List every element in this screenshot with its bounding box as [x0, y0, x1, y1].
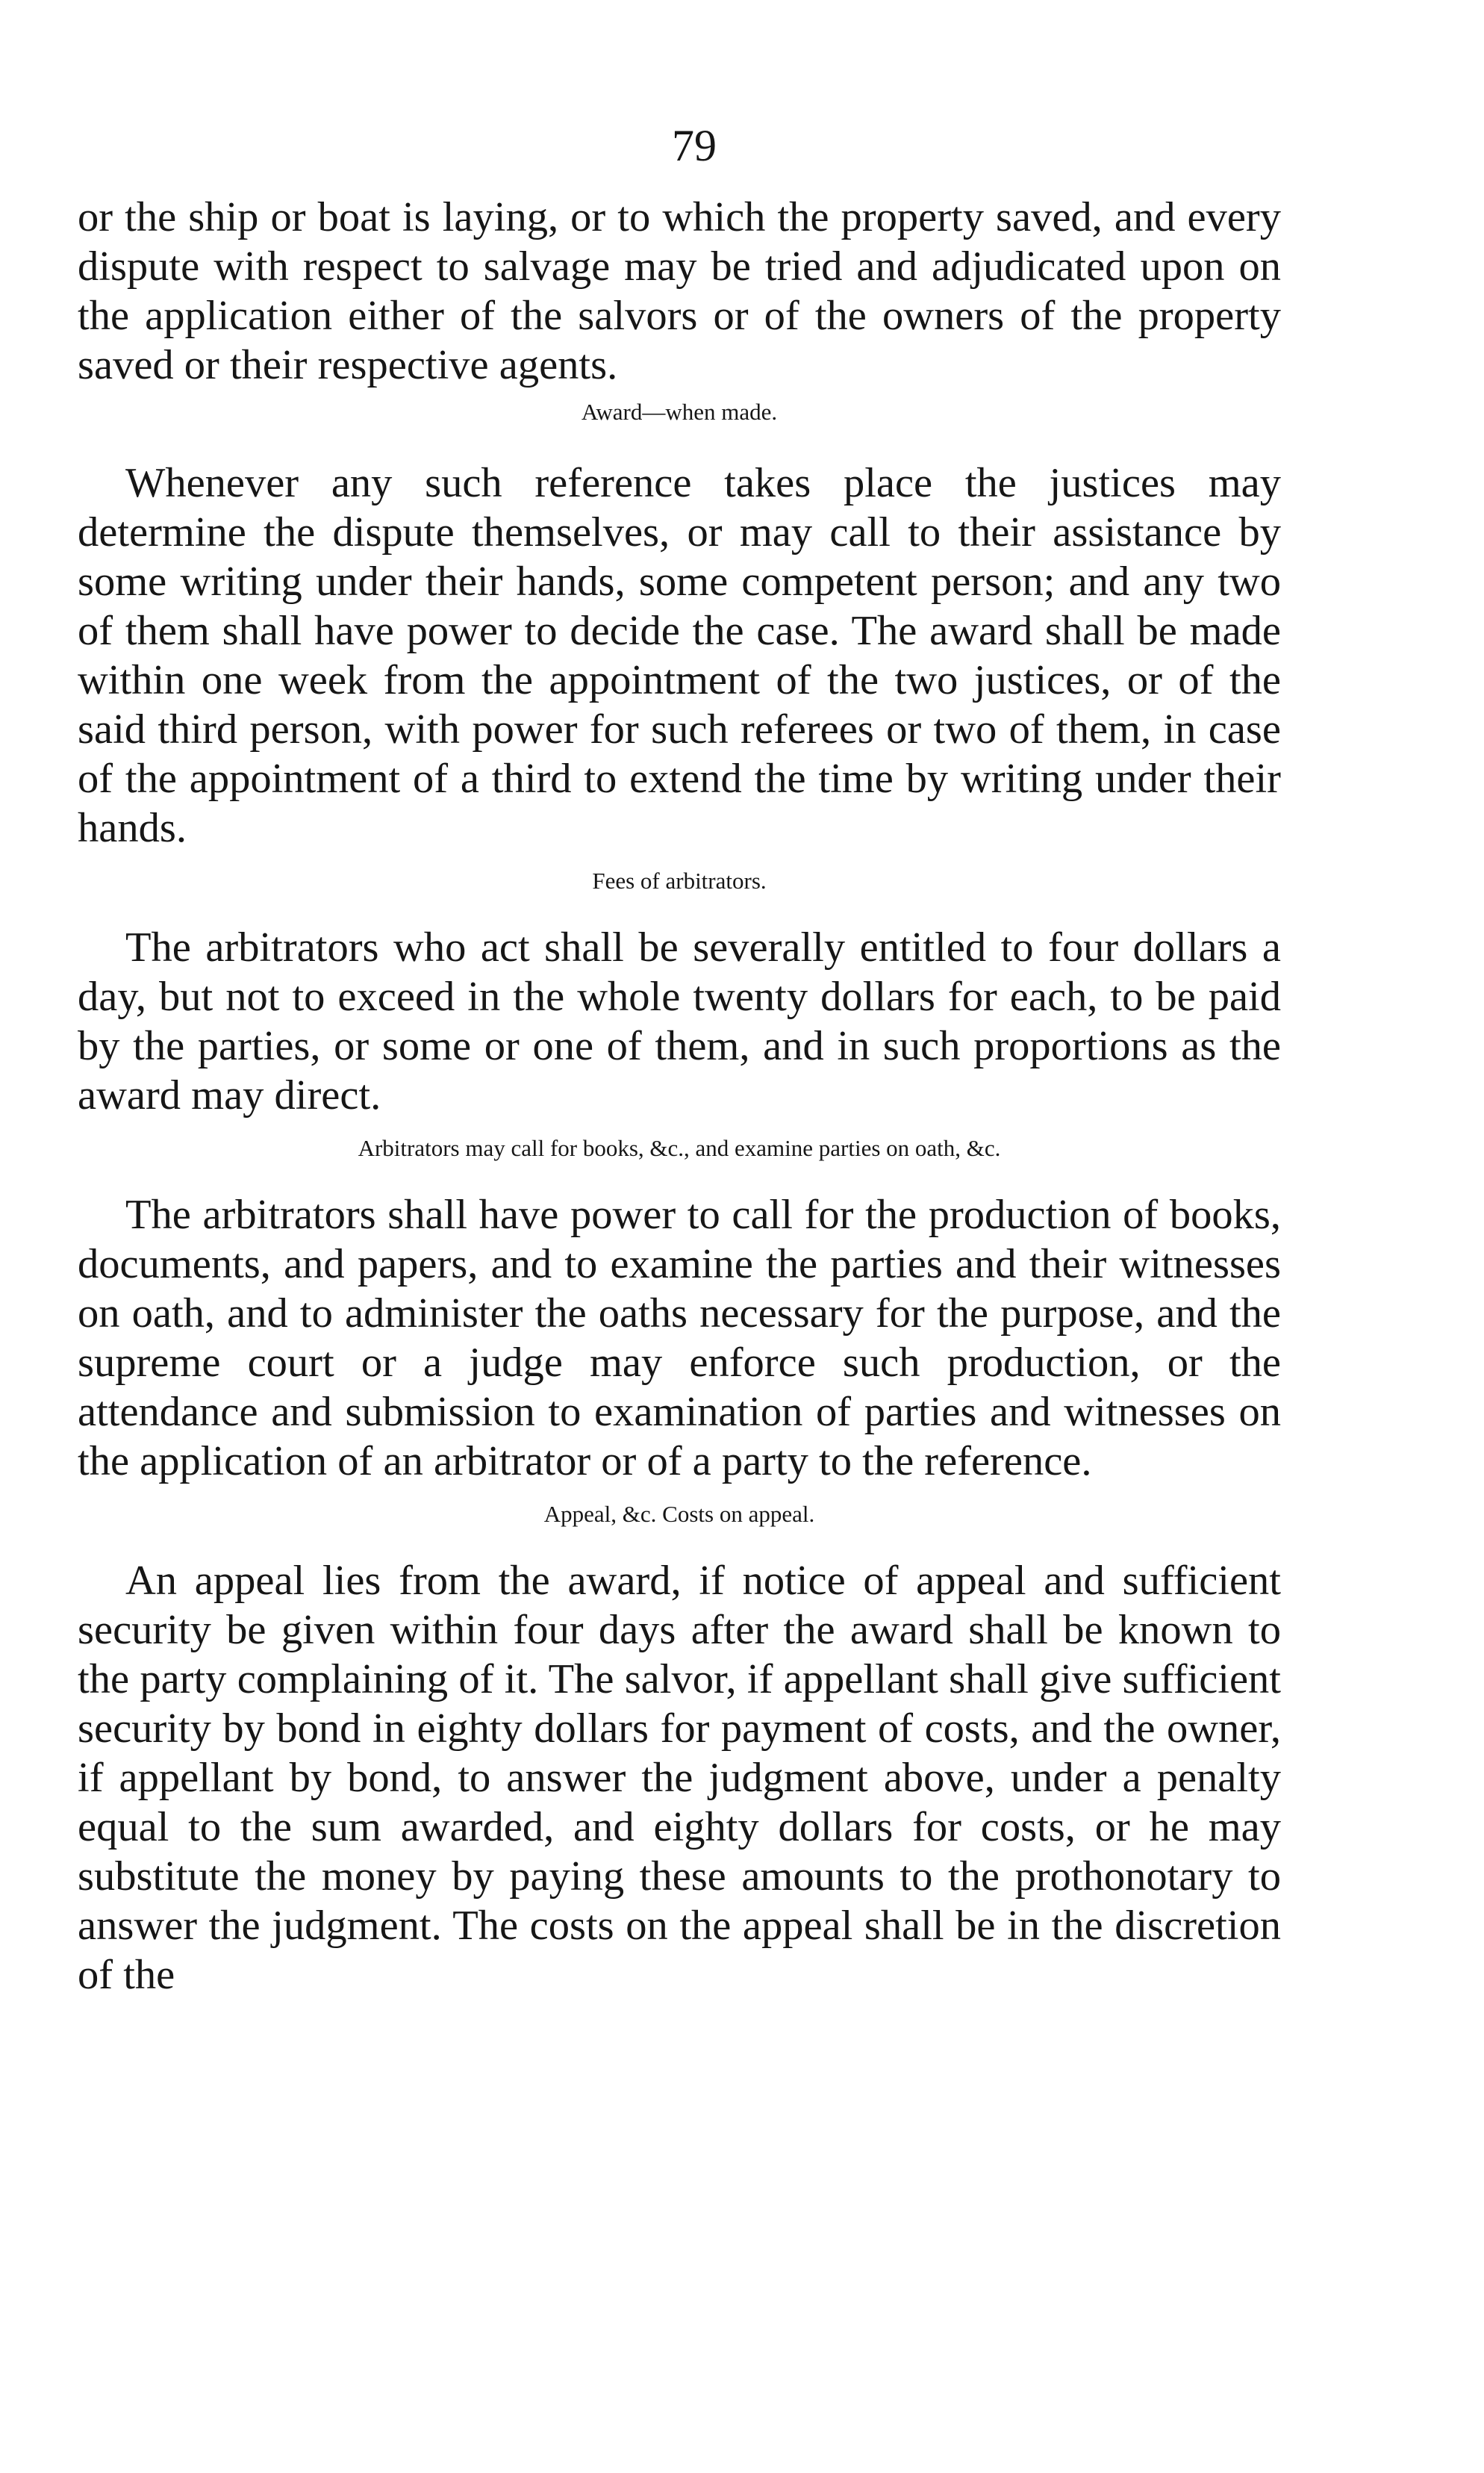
- paragraph-salvage-dispute: or the ship or boat is laying, or to which the property saved, and every dispute with respect to salvage may be tried and adjudicated upon on the application either of the salvors or of the owners of the property saved or their respective agents.: [78, 194, 1281, 388]
- paragraph-arbitrator-powers: The arbitrators shall have power to call for the production of books, documents, and papers, and to examine the parties and their witnesses on oath, and to administer the oaths necessary for the purpose, and the supreme court or a judge may enforce such production, or the attendance and submission to examination of parties and witnesses on the application of an arbitrator or of a party to the reference.: [78, 1192, 1281, 1484]
- page-number: 79: [672, 121, 717, 170]
- side-note-award: Award—when made.: [581, 399, 778, 425]
- side-note-books-oath: Arbitrators may call for books, &c., and examine parties on oath, &c.: [358, 1135, 1001, 1161]
- paragraph-fees: The arbitrators who act shall be severally entitled to four dollars a day, but not to exceed in the whole twenty dollars for each, to be paid by the parties, or some or one of them, and in such proportions as the award may direct.: [78, 924, 1281, 1119]
- side-note-appeal: Appeal, &c. Costs on appeal.: [543, 1501, 815, 1527]
- paragraph-award: Whenever any such reference takes place the justices may determine the dispute themselves, or may call to their assistance by some writing under their hands, some competent person; and any two of them shall have power to decide the case. The award shall be made within one week from the appointment of the two justices, or of the said third person, with power for such referees or two of them, in case of the appointment of a third to extend the time by writing under their hands.: [78, 460, 1281, 851]
- side-note-fees: Fees of arbitrators.: [592, 868, 767, 894]
- paragraph-appeal: An appeal lies from the award, if notice of appeal and sufficient security be given within four days after the award shall be known to the party complaining of it. The salvor, if appellant shall give sufficient security by bond in eighty dollars for payment of costs, and the owner, if appellant by bond, to answer the judgment above, under a penalty equal to the sum awarded, and eighty dollars for costs, or he may substitute the money by paying these amounts to the prothonotary to answer the judgment. The costs on the appeal shall be in the discretion of the: [78, 1558, 1281, 1998]
- document-page: [78, 119, 1281, 2000]
